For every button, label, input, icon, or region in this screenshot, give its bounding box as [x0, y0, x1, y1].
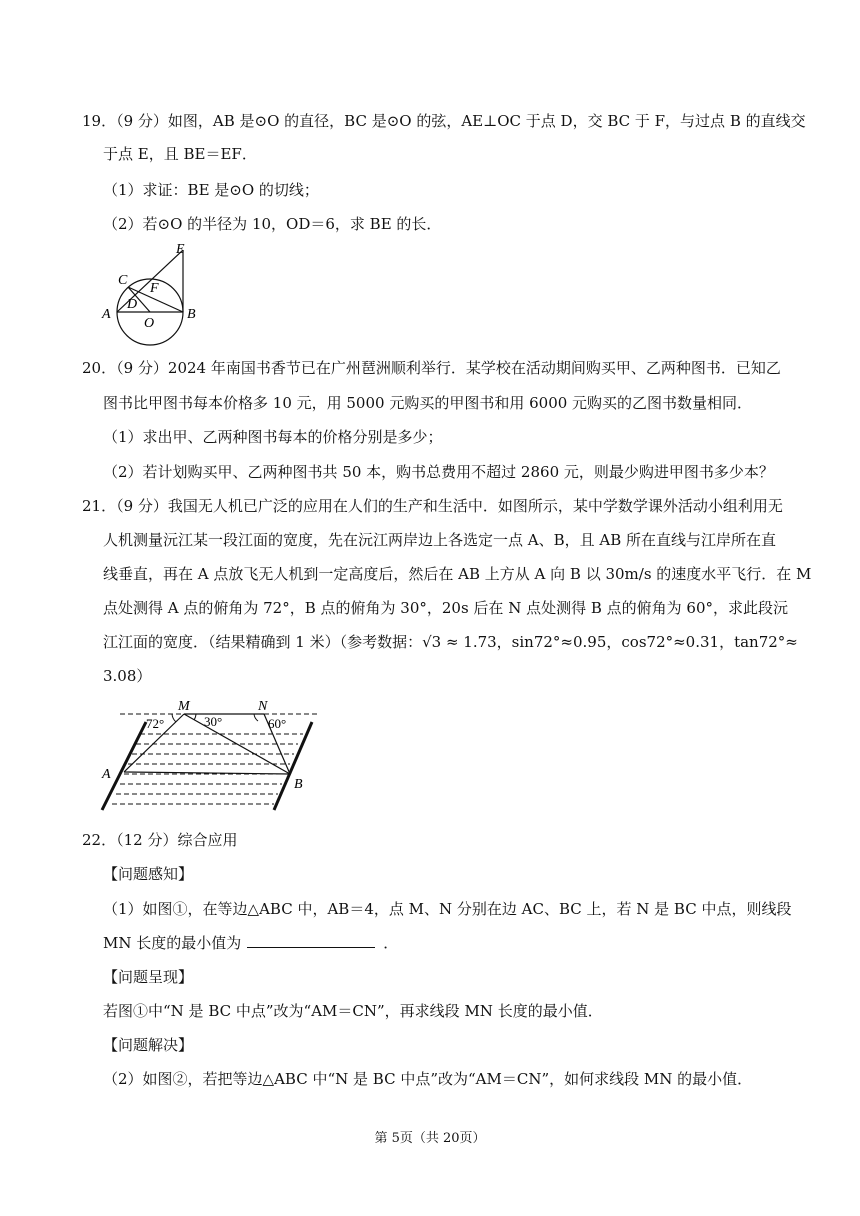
q21-label-B: B: [294, 777, 303, 792]
q22-part1-text: MN 长度的最小值为: [103, 934, 242, 952]
q19-label-F: F: [150, 281, 159, 296]
q22-part1-line2: [103, 933, 398, 953]
q19-part1: （1）求证：BE 是⊙O 的切线；: [103, 181, 319, 199]
q22-section-perception: 【问题感知】: [103, 865, 194, 883]
q20-part2: （2）若计划购买甲、乙两种图书共 50 本，购书总费用不超过 2860 元，则最少购进甲图书多少本？: [103, 463, 774, 481]
q22-part1-line1: （1）如图①，在等边△ABC 中，AB＝4，点 M、N 分别在边 AC、BC 上，若 N 是 BC 中点，则线段: [103, 900, 792, 918]
q21-stem-line2: 人机测量沅江某一段江面的宽度，先在沅江两岸边上各选定一点 A、B，且 AB 所在直线与江岸所在直: [103, 531, 777, 549]
q19-label-B: B: [187, 307, 196, 322]
q21-river-figure: [98, 694, 323, 812]
q22-presentation-text: 若图①中“N 是 BC 中点”改为“AM＝CN”，再求线段 MN 长度的最小值．: [103, 1002, 603, 1020]
q21-stem-line5: 江江面的宽度．（结果精确到 1 米）（参考数据：√3 ≈ 1.73，sin72°≈0.95，cos72°≈0.31，tan72°≈: [103, 633, 798, 651]
q21-stem-line4: 点处测得 A 点的俯角为 72°，B 点的俯角为 30°，20s 后在 N 点处测得 B 点的俯角为 60°，求此段沅: [103, 599, 789, 617]
q20-stem-line1: 20．（9 分）2024 年南国书香节已在广州琶洲顺利举行．某学校在活动期间购买甲、乙两种图书．已知乙: [82, 359, 781, 377]
q21-angle-72: 72°: [146, 716, 165, 731]
answer-blank: [247, 933, 375, 948]
q19-label-E: E: [176, 242, 185, 257]
q21-angle-60: 60°: [268, 716, 287, 731]
q22-part2: （2）如图②，若把等边△ABC 中“N 是 BC 中点”改为“AM＝CN”，如何求线段 MN 的最小值．: [103, 1070, 753, 1088]
q21-angle-30: 30°: [204, 714, 223, 729]
q22-part1-tail: ．: [383, 934, 399, 952]
q21-stem-line6: 3.08）: [103, 667, 152, 685]
q19-circle-figure: [96, 238, 206, 348]
q19-label-C: C: [118, 273, 128, 288]
page-footer: 第 5页（共 20页）: [374, 1131, 486, 1146]
q19-label-O: O: [144, 316, 155, 331]
q21-label-M: M: [178, 699, 190, 714]
q22-section-presentation: 【问题呈现】: [103, 968, 194, 986]
q21-label-N: N: [258, 699, 268, 714]
q21-stem-line3: 线垂直，再在 A 点放飞无人机到一定高度后，然后在 AB 上方从 A 向 B 以 30m/s 的速度水平飞行．在 M: [103, 565, 812, 583]
q21-stem-line1: 21．（9 分）我国无人机已广泛的应用在人们的生产和生活中．如图所示，某中学数学课外活动小组利用无: [82, 497, 783, 515]
q19-label-A: A: [102, 307, 111, 322]
q20-stem-line2: 图书比甲图书每本价格多 10 元，用 5000 元购买的甲图书和用 6000 元购买的乙图书数量相同．: [103, 394, 753, 412]
q20-part1: （1）求出甲、乙两种图书每本的价格分别是多少；: [103, 428, 443, 446]
q21-label-A: A: [102, 767, 111, 782]
q19-stem-line1: 19．（9 分）如图，AB 是⊙O 的直径，BC 是⊙O 的弦，AE⊥OC 于点 D，交 BC 于 F，与过点 B 的直线交: [82, 112, 806, 130]
q22-section-solution: 【问题解决】: [103, 1036, 194, 1054]
q19-stem-line2: 于点 E，且 BE＝EF．: [103, 145, 257, 163]
q19-part2: （2）若⊙O 的半径为 10，OD＝6，求 BE 的长．: [103, 215, 442, 233]
q22-head: 22．（12 分）综合应用: [82, 831, 238, 849]
q19-label-D: D: [127, 297, 138, 312]
